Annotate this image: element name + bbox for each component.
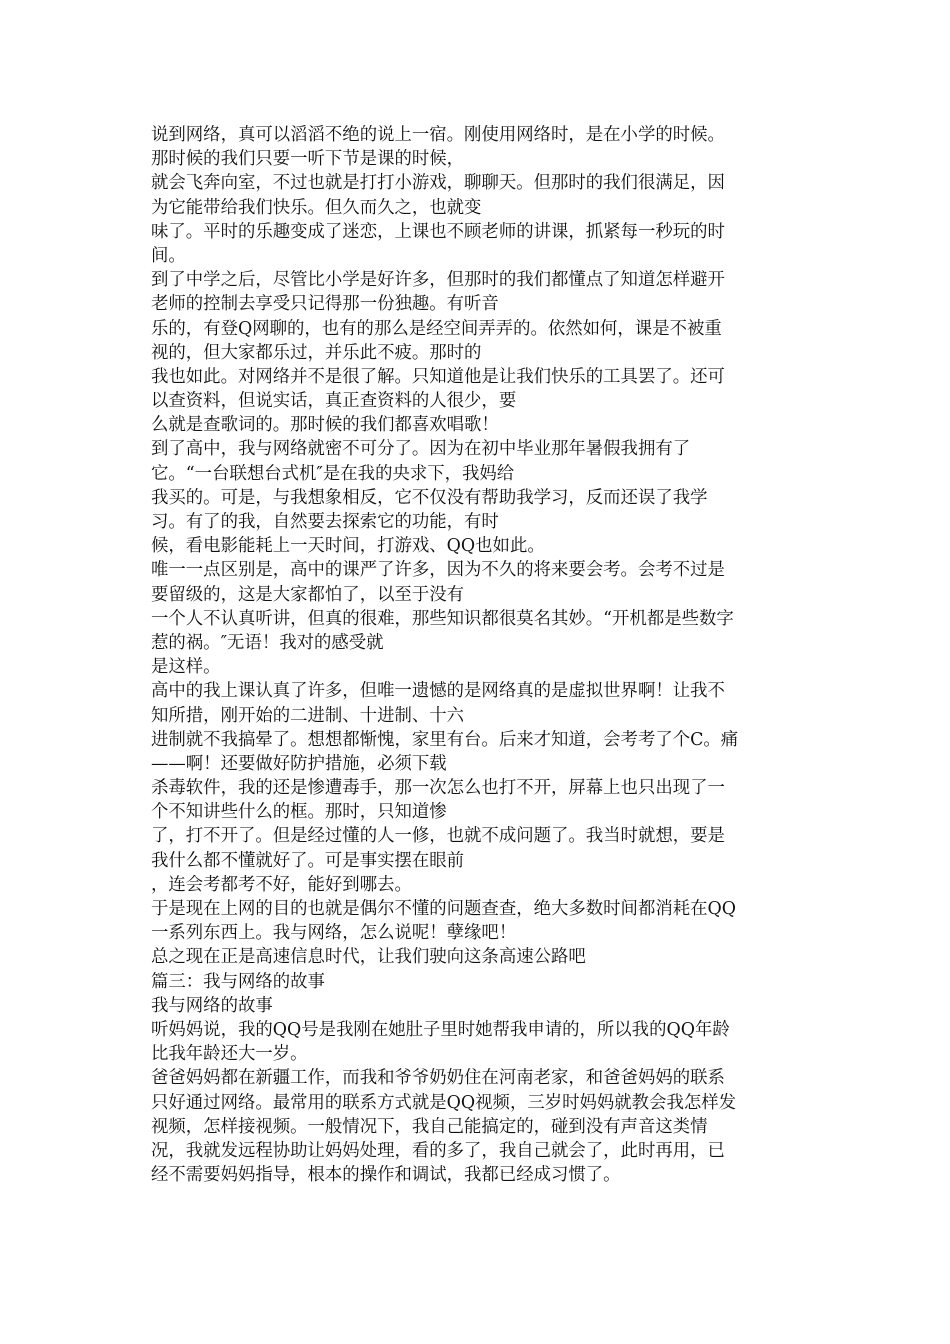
text-line: 一系列东西上。我与网络，怎么说呢！孽缘吧！ (151, 923, 517, 944)
text-line: 以查资料，但说实话，真正查资料的人很少，要 (151, 391, 517, 412)
text-line: 到了中学之后，尽管比小学是好许多，但那时的我们都懂点了知道怎样避开 (151, 270, 725, 291)
text-line: 总之现在正是高速信息时代，让我们驶向这条高速公路吧 (151, 947, 586, 968)
text-line: 我什么都不懂就好了。可是事实摆在眼前 (151, 850, 465, 871)
text-line: 唯一一点区别是，高中的课严了许多，因为不久的将来要会考。会考不过是 (151, 560, 725, 581)
text-line: 经不需要妈妈指导，根本的操作和调试，我都已经成习惯了。 (151, 1165, 621, 1186)
text-line: 候，看电影能耗上一天时间，打游戏、QQ也如此。 (151, 536, 545, 557)
text-line: 进制就不我搞晕了。想想都惭愧，家里有台。后来才知道，会考考了个C。痛 (151, 729, 739, 750)
text-line: 就会飞奔向室，不过也就是打打小游戏，聊聊天。但那时的我们很满足，因 (151, 173, 725, 194)
section-title: 我与网络的故事 (151, 995, 273, 1016)
text-line: ，连会考都考不好，能好到哪去。 (151, 874, 412, 895)
text-line: 杀毒软件，我的还是惨遭毒手，那一次怎么也打不开，屏幕上也只出现了一 (151, 778, 725, 799)
text-line: 么就是查歌词的。那时候的我们都喜欢唱歌！ (151, 415, 499, 436)
text-line: 是这样。 (151, 657, 221, 678)
text-line: 听妈妈说，我的QQ号是我刚在她肚子里时她帮我申请的，所以我的QQ年龄 (151, 1019, 730, 1040)
text-line: 于是现在上网的目的也就是偶尔不懂的问题查查，绝大多数时间都消耗在QQ (151, 899, 737, 919)
text-line: 老师的控制去享受只记得那一份独趣。有听音 (151, 294, 499, 315)
text-line: 乐的，有登Q网聊的，也有的那么是经空间弄弄的。依然如何，课是不被重 (151, 318, 722, 339)
text-line: 视频，怎样接视频。一般情况下，我自己能搞定的，碰到没有声音这类情 (151, 1116, 708, 1137)
text-line: 知所措，刚开始的二进制、十进制、十六 (151, 705, 465, 726)
text-line: 高中的我上课认真了许多，但唯一遗憾的是网络真的是虚拟世界啊！让我不 (151, 681, 725, 702)
text-line: 我买的。可是，与我想象相反，它不仅没有帮助我学习，反而还误了我学 (151, 487, 708, 508)
text-line: ——啊！还要做好防护措施，必须下载 (151, 753, 447, 774)
text-line: 为它能带给我们快乐。但久而久之，也就变 (151, 197, 482, 218)
section-heading: 篇三：我与网络的故事 (151, 971, 325, 992)
text-line: 间。 (151, 245, 186, 266)
text-line: 况，我就发远程协助让妈妈处理，看的多了，我自己就会了，此时再用，已 (151, 1140, 725, 1161)
text-line: 我也如此。对网络并不是很了解。只知道他是让我们快乐的工具罢了。还可 (151, 366, 725, 387)
text-line: 一个人不认真听讲，但真的很难，那些知识都很莫名其妙。“开机都是些数字 (151, 608, 734, 629)
text-line: 那时候的我们只要一听下节是课的时候， (151, 149, 465, 170)
text-line: 味了。平时的乐趣变成了迷恋，上课也不顾老师的讲课，抓紧每一秒玩的时 (151, 221, 725, 242)
text-line: 爸爸妈妈都在新疆工作，而我和爷爷奶奶住在河南老家，和爸爸妈妈的联系 (151, 1068, 725, 1089)
document-body (151, 123, 811, 1187)
text-line: 习。有了的我，自然要去探索它的功能，有时 (151, 512, 499, 532)
text-line: 视的，但大家都乐过，并乐此不疲。那时的 (151, 342, 482, 363)
text-line: 了，打不开了。但是经过懂的人一修，也就不成问题了。我当时就想，要是 (151, 826, 725, 847)
text-line: 它。“一台联想台式机″是在我的央求下，我妈给 (151, 463, 515, 484)
text-line: 惹的祸。″无语！我对的感受就 (151, 632, 384, 653)
text-line: 只好通过网络。最常用的联系方式就是QQ视频，三岁时妈妈就教会我怎样发 (151, 1092, 737, 1113)
text-line: 到了高中，我与网络就密不可分了。因为在初中毕业那年暑假我拥有了 (151, 439, 691, 460)
text-line: 比我年龄还大一岁。 (151, 1044, 308, 1065)
text-line: 要留级的，这是大家都怕了，以至于没有 (151, 584, 465, 605)
text-line: 个不知讲些什么的框。那时，只知道惨 (151, 802, 447, 823)
text-line: 说到网络，真可以滔滔不绝的说上一宿。刚使用网络时，是在小学的时候。 (151, 125, 725, 145)
